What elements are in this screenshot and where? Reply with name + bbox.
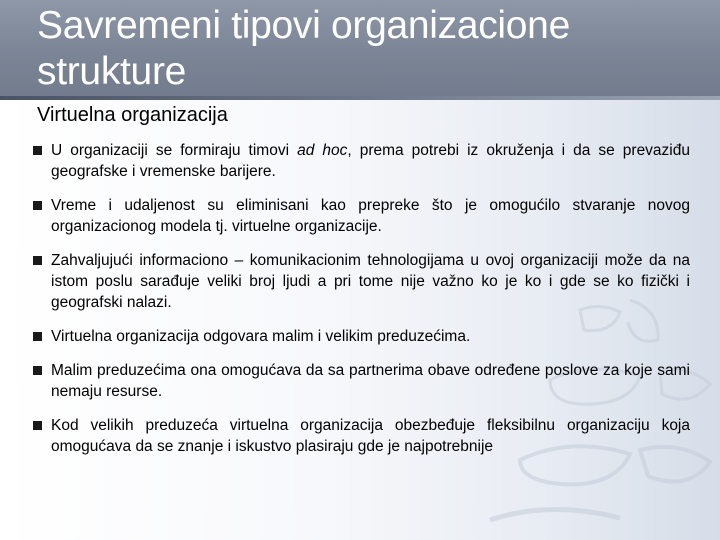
- bullet-item: [30, 415, 690, 457]
- slide-title: Savremeni tipovi organizacione strukture: [37, 4, 570, 93]
- bullet-text: Virtuelna organizacija odgovara malim i velikim preduzećima.: [51, 328, 471, 345]
- bullet-text: Malim preduzećima ona omogućava da sa partnerima obave određene poslove za koje sami nemaju resurse.: [51, 362, 690, 400]
- bullet-text: U organizaciji se formiraju timovi: [51, 142, 298, 159]
- title-divider: [0, 96, 720, 100]
- square-bullet-icon: [33, 332, 42, 341]
- bullet-item: [30, 195, 690, 237]
- bullet-item: [30, 140, 690, 182]
- square-bullet-icon: [33, 421, 42, 430]
- bullet-text: Zahvaljujući informaciono – komunikacionim tehnologijama u ovoj organizaciji može da na istom poslu sarađuje veliki broj ljudi a pri tome nije važno ko je ko i gde se ko fizički i geografski nalazi.: [51, 252, 690, 311]
- square-bullet-icon: [33, 146, 42, 155]
- bullet-emphasis: ad hoc: [297, 142, 348, 159]
- bullet-item: [30, 326, 690, 347]
- bullet-list: [30, 140, 690, 470]
- bullet-text: Kod velikih preduzeća virtuelna organizacija obezbeđuje fleksibilnu organizaciju koja omogućava da se znanje i iskustvo plasiraju gde je najpotrebnije: [51, 417, 690, 455]
- bullet-text: Vreme i udaljenost su eliminisani kao prepreke što je omogućilo stvaranje novog organizacionog modela tj. virtuelne organizacije.: [51, 197, 690, 235]
- bullet-item: [30, 250, 690, 313]
- bullet-text: , prema potrebi iz okruženja i da se prevaziđu geografske i vremenske barijere.: [51, 142, 690, 180]
- square-bullet-icon: [33, 366, 42, 375]
- slide-subtitle: Virtuelna organizacija: [37, 104, 228, 126]
- square-bullet-icon: [33, 256, 42, 265]
- bullet-item: [30, 360, 690, 402]
- title-band: [0, 0, 720, 96]
- square-bullet-icon: [33, 201, 42, 210]
